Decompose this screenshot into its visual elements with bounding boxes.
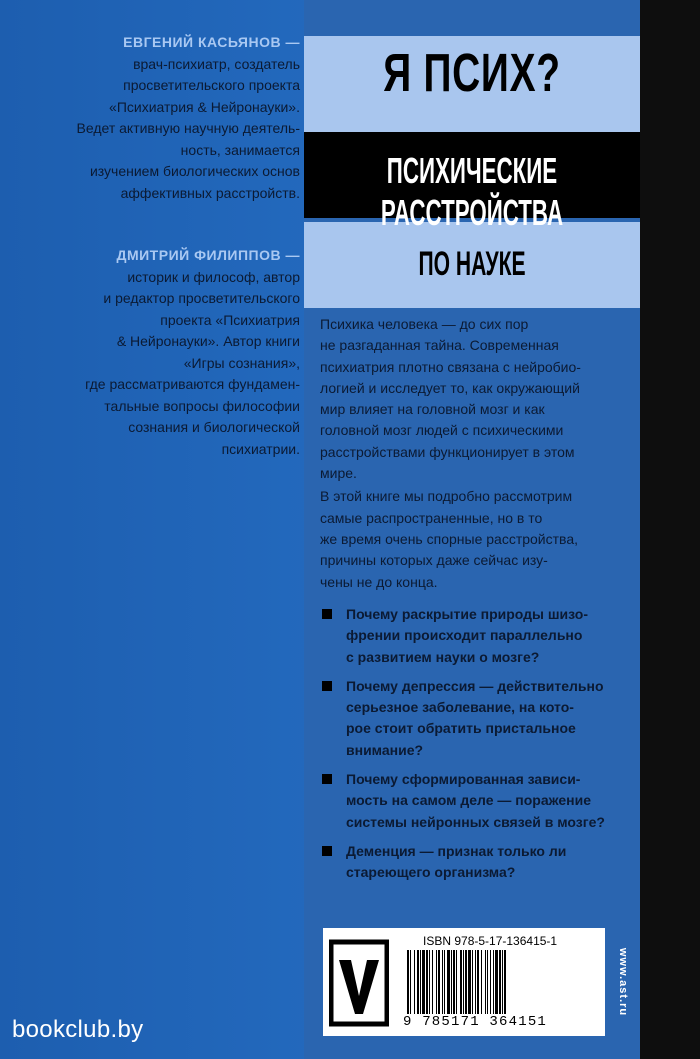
square-bullet-icon xyxy=(322,774,332,784)
question-line: серьезное заболевание, на кото- xyxy=(346,699,574,716)
question-item xyxy=(322,769,622,833)
author-bio-line: аффективных расстройств. xyxy=(120,184,300,201)
desc-line: Психика человека — до сих пор xyxy=(320,316,529,332)
v-logo-icon xyxy=(329,936,389,1030)
question-line: Деменция — признак только ли xyxy=(346,842,567,859)
author-bio-line: изучением биологических основ xyxy=(89,163,300,179)
watermark: bookclub.by xyxy=(12,1016,144,1043)
desc-line: психиатрия плотно связана с нейробио- xyxy=(320,358,581,375)
question-line: Почему сформированная зависи- xyxy=(346,771,581,788)
barcode-digits: 9 785171 364151 xyxy=(403,1014,548,1030)
desc-line: не разгаданная тайна. Современная xyxy=(320,337,559,354)
barcode-area xyxy=(323,928,605,1036)
question-line: стареющего организма? xyxy=(346,864,516,881)
author-bio-line: просветительского проекта xyxy=(123,77,300,93)
author-bio-line: «Игры сознания», xyxy=(183,354,300,371)
question-line: внимание? xyxy=(346,741,424,758)
barcode-stripe xyxy=(506,950,509,1014)
question-line: рое стоит обратить пристальное xyxy=(346,720,576,737)
desc-line: расстройствами функционирует в этом xyxy=(320,443,575,460)
question-list xyxy=(322,604,622,892)
author-bio-line: где рассматриваются фундамен- xyxy=(85,376,300,392)
author-bio-line: & Нейронауки». Автор книги xyxy=(116,333,300,349)
desc-line: мире. xyxy=(320,465,357,482)
author-bio-line: «Психиатрия & Нейронауки». xyxy=(109,98,300,115)
question-line: мость на самом деле — поражение xyxy=(346,792,592,809)
square-bullet-icon xyxy=(322,609,332,619)
desc-line: логией и исследует то, как окружающий xyxy=(320,379,580,396)
question-line: Почему раскрытие природы шизо- xyxy=(346,606,588,622)
site-text: www.ast.ru xyxy=(617,947,629,1017)
desc-line: самые распространенные, но в то xyxy=(320,509,543,526)
book-spine xyxy=(640,0,700,1059)
author-bio-line: психиатрии. xyxy=(221,440,300,457)
question-item xyxy=(322,604,622,668)
author-bio-line: историк и философ, автор xyxy=(127,268,300,285)
desc-line: мир влияет на головной мозг и как xyxy=(320,401,545,418)
author-bio-line: сознания и биологической xyxy=(128,419,300,435)
description-paragraph xyxy=(320,486,620,592)
publisher-site xyxy=(614,928,632,1036)
author-name: ДМИТРИЙ ФИЛИППОВ — xyxy=(116,247,300,263)
desc-line: головной мозг людей с психическими xyxy=(320,422,564,439)
question-line: с развитием науки о мозге? xyxy=(346,648,540,665)
author-bio-kasyanov xyxy=(20,32,300,204)
desc-line: чены не до конца. xyxy=(320,573,438,590)
book-tagline: ПО НАУКЕ xyxy=(418,245,526,283)
author-name: ЕВГЕНИЙ КАСЬЯНОВ — xyxy=(123,34,300,50)
question-item xyxy=(322,841,622,884)
desc-line: В этой книге мы подробно рассмотрим xyxy=(320,488,573,505)
square-bullet-icon xyxy=(322,846,332,856)
author-bio-line: ность, занимается xyxy=(180,141,300,158)
question-line: системы нейронных связей в мозге? xyxy=(346,813,605,830)
book-subtitle: ПСИХИЧЕСКИЕ РАССТРОЙСТВА xyxy=(380,150,564,233)
barcode-bars xyxy=(407,950,601,1014)
desc-line: причины которых даже сейчас изу- xyxy=(320,552,548,569)
author-bio-line: тальные вопросы философии xyxy=(104,397,300,414)
book-title: Я ПСИХ? xyxy=(383,43,561,103)
author-bio-line: проекта «Психиатрия xyxy=(160,311,300,328)
description-paragraph xyxy=(320,314,620,484)
author-bio-line: Ведет активную научную деятель- xyxy=(76,120,300,136)
question-line: френии происходит параллельно xyxy=(346,627,583,644)
square-bullet-icon xyxy=(322,681,332,691)
question-line: Почему депрессия — действительно xyxy=(346,677,604,694)
author-bio-line: врач-психиатр, создатель xyxy=(133,55,300,72)
author-bio-line: и редактор просветительского xyxy=(103,290,300,306)
author-bio-filippov xyxy=(20,245,300,460)
desc-line: же время очень спорные расстройства, xyxy=(320,530,578,547)
isbn-number: ISBN 978-5-17-136415-1 xyxy=(423,934,558,948)
book-description xyxy=(320,314,620,593)
question-item xyxy=(322,676,622,761)
